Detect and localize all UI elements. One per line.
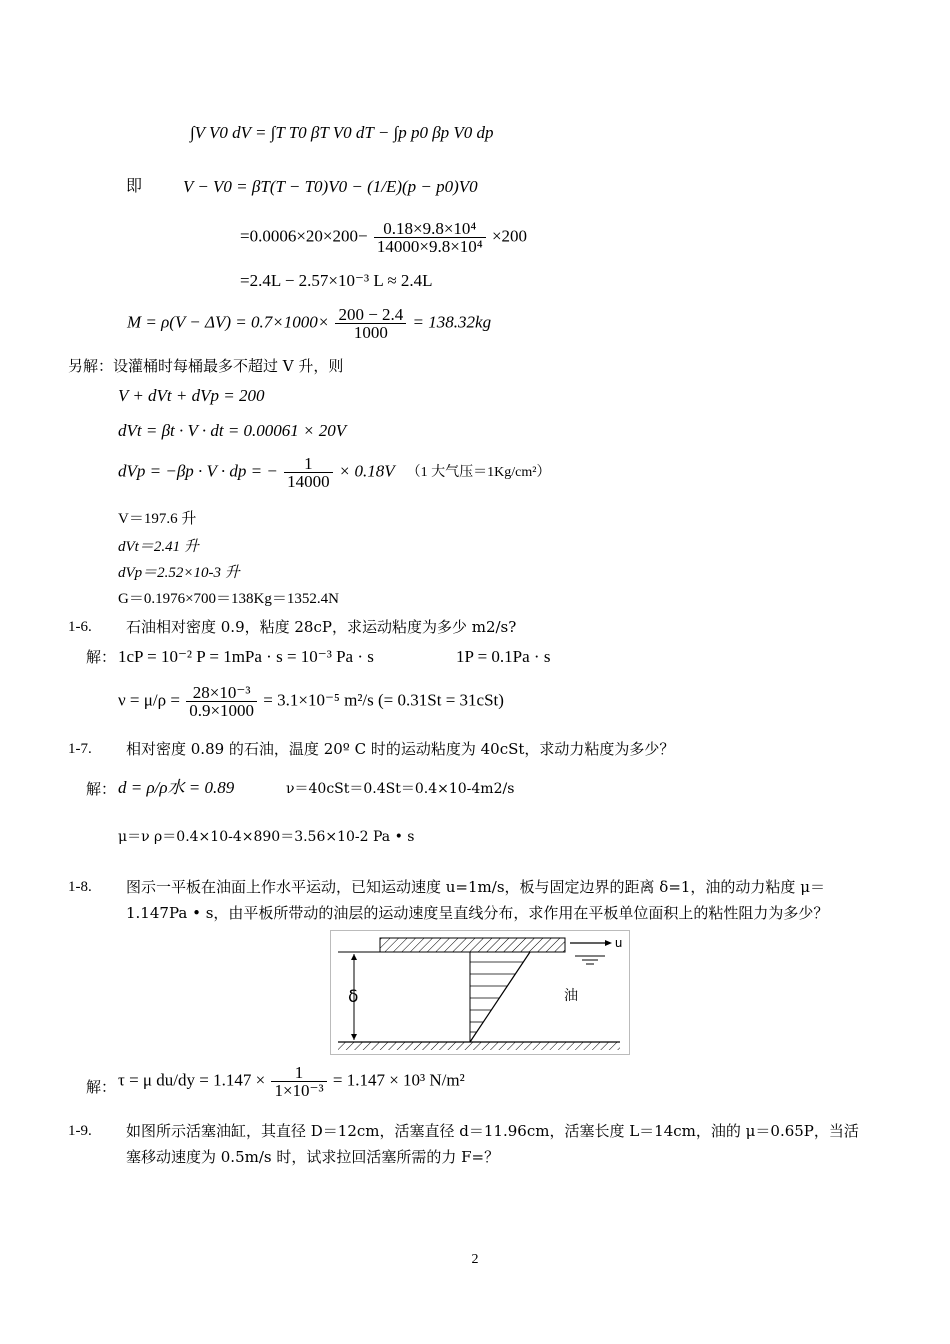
problem-1-8-eq (118, 1064, 465, 1099)
eq-calc2: =2.4L − 2.57×10⁻³ L ≈ 2.4L (240, 271, 433, 290)
problem-1-8-text-line1: 图示一平板在油面上作水平运动，已知运动速度 u=1m/s，板与固定边界的距离 δ=1，油的动力粘度 μ＝ (126, 878, 825, 896)
problem-1-8-eq-post: = 1.147 × 10³ N/m² (332, 1070, 465, 1090)
eq-mass-num: 200 − 2.4 (335, 306, 406, 324)
eq-ji: V − V0 = βT(T − T0)V0 − (1/E)(p − p0)V0 (183, 177, 478, 196)
oil-label: 油 (564, 988, 578, 1004)
problem-1-6-eq1b: 1P = 0.1Pa · s (456, 647, 551, 666)
eq-ji-label: 即 (126, 176, 143, 195)
problem-1-8-eq-fraction (271, 1064, 326, 1099)
problem-1-8-number: 1-8. (68, 879, 92, 895)
problem-1-8-eq-den: 1×10⁻³ (274, 1081, 324, 1100)
alt-eq2: dVt = βt · V · dt = 0.00061 × 20V (118, 421, 347, 440)
delta-arrow-bottom (351, 1034, 357, 1040)
problem-1-8-eq-num: 1 (271, 1064, 326, 1082)
problem-1-6-eq2 (118, 684, 504, 719)
moving-plate (380, 938, 565, 952)
delta-arrow-top (351, 954, 357, 960)
eq-mass-fraction (335, 306, 406, 341)
problem-1-7-solution-label: 解： (86, 780, 117, 798)
alt-eq3-note: （1 大气压＝1Kg/cm²） (406, 465, 551, 481)
eq-calc1-fraction (374, 220, 486, 255)
velocity-profile-arrows (470, 962, 523, 1032)
eq-integral (190, 124, 494, 141)
alt-eq1: V + dVt + dVp = 200 (118, 386, 265, 405)
problem-1-6-eq2-den: 0.9×1000 (189, 701, 255, 720)
alt-intro: 另解：设灌桶时每桶最多不超过 V 升，则 (68, 357, 344, 375)
problem-1-8-text-line2: 1.147Pa • s，由平板所带动的油层的运动速度呈直线分布，求作用在平板单位面积上的粘性阻力为多少？ (126, 904, 829, 922)
velocity-label: u (615, 935, 623, 950)
alt-eq3 (118, 455, 550, 490)
problem-1-7-eq2: ν＝40cSt＝0.4St＝0.4×10-4m2/s (286, 781, 515, 797)
eq-integral-text: ∫V V0 dV = ∫T T0 βT V0 dT − ∫p p0 βp V0 dp (190, 123, 494, 142)
problem-1-8-eq-pre: τ = μ du/dy = 1.147 × (118, 1070, 266, 1090)
alt-result-dvt: dVt＝2.41 升 (118, 539, 199, 555)
eq-mass-den: 1000 (353, 323, 388, 342)
plate-oil-figure (330, 930, 630, 1055)
eq-calc1-den: 14000×9.8×10⁴ (376, 237, 483, 256)
problem-1-9-number: 1-9. (68, 1123, 92, 1139)
eq-calc1 (240, 220, 527, 255)
problem-1-6-solution-label: 解： (86, 648, 117, 666)
alt-eq3-pre: dVp = −βp · V · dp = − (118, 461, 278, 481)
fixed-boundary-hatch (338, 1042, 620, 1050)
velocity-arrow-head (605, 940, 612, 946)
alt-eq3-post: × 0.18V (338, 461, 395, 481)
problem-1-7-eq3: μ＝ν ρ＝0.4×10-4×890＝3.56×10-2 Pa • s (118, 829, 415, 845)
problem-1-7-number: 1-7. (68, 741, 92, 757)
eq-calc1-num: 0.18×9.8×10⁴ (374, 220, 486, 238)
alt-result-g: G＝0.1976×700＝138Kg＝1352.4N (118, 591, 339, 607)
page-number: 2 (471, 1252, 479, 1267)
problem-1-6-eq2-fraction (186, 684, 257, 719)
eq-mass (127, 306, 491, 341)
eq-calc1-post: ×200 (491, 226, 528, 246)
alt-eq3-fraction (284, 455, 333, 490)
problem-1-6-eq2-num: 28×10⁻³ (186, 684, 257, 702)
problem-1-9-text-line2: 塞移动速度为 0.5m/s 时，试求拉回活塞所需的力 F=？ (126, 1148, 500, 1166)
alt-eq3-num: 1 (284, 455, 333, 473)
problem-1-6-eq1a: 1cP = 10⁻² P = 1mPa · s = 10⁻³ Pa · s (118, 647, 374, 666)
eq-calc1-pre: =0.0006×20×200− (240, 226, 368, 246)
alt-eq3-den: 14000 (287, 472, 330, 491)
eq-mass-pre: M = ρ(V − ΔV) = 0.7×1000× (127, 312, 330, 332)
delta-label: δ (348, 987, 359, 1007)
problem-1-8-solution-label: 解： (86, 1078, 117, 1096)
problem-1-6-text: 石油相对密度 0.9，粘度 28cP，求运动粘度为多少 m2/s? (126, 618, 517, 636)
problem-1-7-eq1: d = ρ/ρ水 = 0.89 (118, 778, 235, 797)
problem-1-6-eq2-pre: ν = μ/ρ = (118, 690, 180, 710)
problem-1-6-number: 1-6. (68, 619, 92, 635)
problem-1-6-eq2-post: = 3.1×10⁻⁵ m²/s (= 0.31St = 31cSt) (263, 690, 504, 710)
problem-1-7-text: 相对密度 0.89 的石油，温度 20º C 时的运动粘度为 40cSt，求动力粘度为多少？ (126, 740, 675, 758)
velocity-profile-line (470, 952, 530, 1042)
alt-result-v: V＝197.6 升 (118, 511, 197, 527)
problem-1-9-text-line1: 如图所示活塞油缸，其直径 D＝12cm，活塞直径 d＝11.96cm，活塞长度 L＝14cm，油的 μ＝0.65P，当活 (126, 1122, 859, 1140)
alt-result-dvp: dVp＝2.52×10-3 升 (118, 565, 240, 581)
eq-mass-post: = 138.32kg (412, 312, 492, 332)
